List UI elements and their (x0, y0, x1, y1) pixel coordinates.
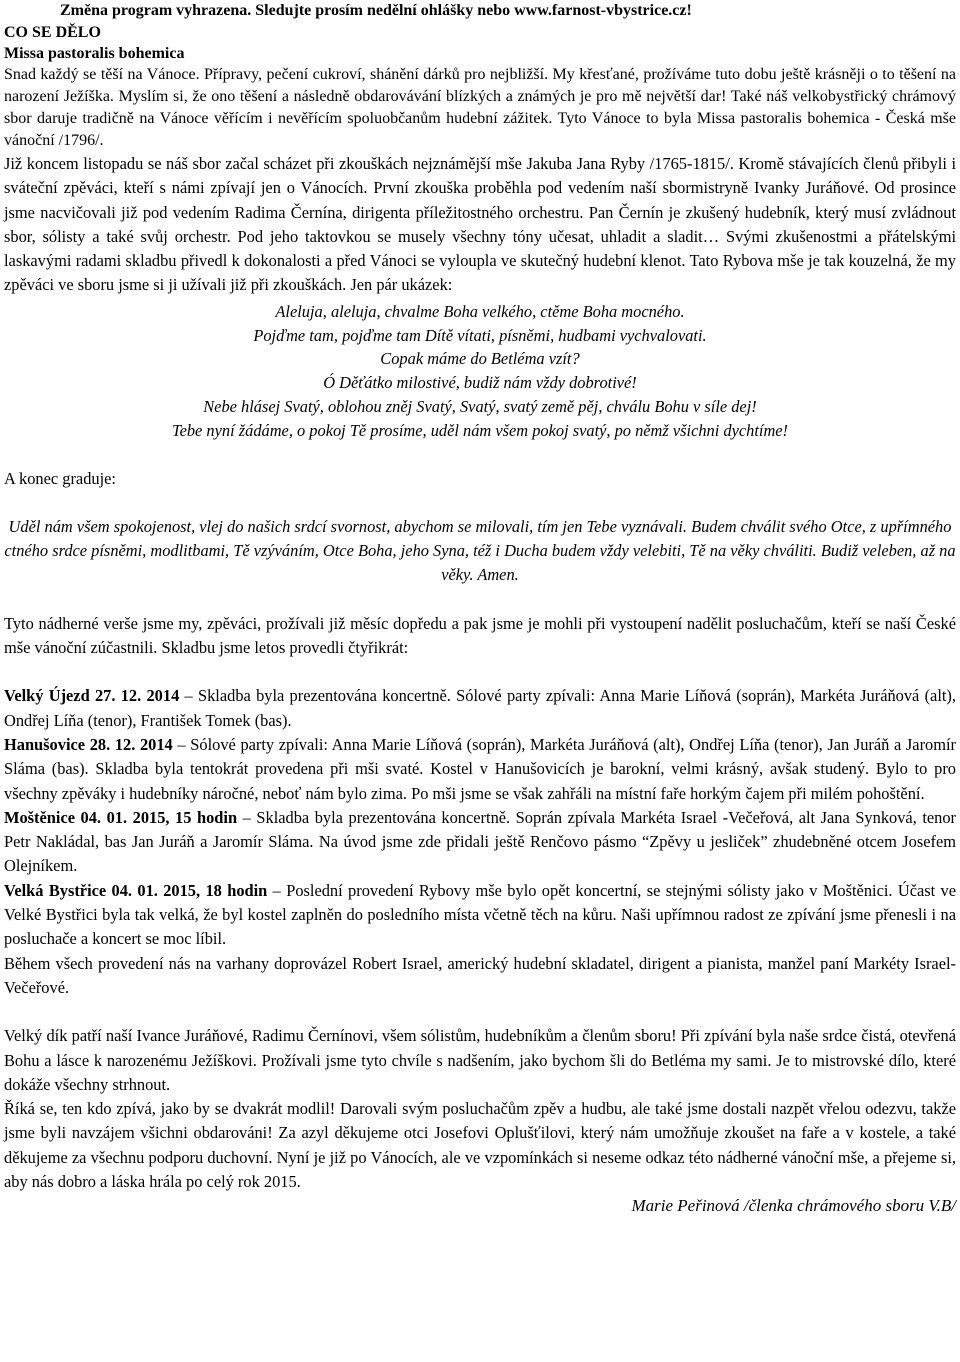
performance-heading: Moštěnice 04. 01. 2015, 15 hodin (4, 807, 238, 827)
verse-line: Pojďme tam, pojďme tam Dítě vítati, písněmi, hudbami vychvalovati. (253, 325, 707, 345)
verse-excerpts (4, 300, 956, 443)
performance-entry (4, 879, 956, 952)
rehearsal-paragraph: Již koncem listopadu se náš sbor začal scházet při zkouškách nejznámější mše Jakuba Jana Ryby /1765-1815/. Kromě stávajících členů přibyli i sváteční zpěváci, kteří s námi zpívají jen o Vánocích. První zkouška proběhla pod vedením naší sbormistryně Ivanky Juráňové. Od prosince jsme nacvičovali již pod vedením Radima Černína, dirigenta příležitostného orchestru. Pan Černín je zkušený hudebník, který musí zvládnout sbor, sólisty a také svůj orchestr. Pod jeho taktovkou se musely všechny tóny učesat, uhladit a sladit… Svými zkušenostmi a přátelskými laskavými radami skladbu přivedl k dokonalosti a před Vánoci se vyloupla ve skutečný hudební klenot. Tato Rybova mše je tak kouzelná, že my zpěváci ve sboru jsme si ji užívali již při zkouškách. Jen pár ukázek: (4, 154, 956, 295)
thanks-paragraph: Velký dík patří naší Ivance Juráňové, Radimu Černínovi, všem sólistům, hudebníkům a členům sboru! Při zpívání byla naše srdce čistá, otevřená Bohu a lásce k narozenému Ježíškovi. Prožívali jsme tyto chvíle s nadšením, jako bychom šli do Betléma my sami. Je to mistrovské dílo, které dokáže všechny strhnout. (4, 1026, 956, 1094)
performance-text: – Skladba byla prezentována koncertně. Soprán zpívala Markéta Israel -Večeřová, alt Jana Synková, tenor Petr Nakládal, bas Jan Juráň a Jaromír Sláma. Na úvod jsme zde přidali ještě Renčovo pásmo “Zpěvy u jesliček” zhudebněné otcem Josefem Olejníkem. (4, 807, 957, 876)
section-title: CO SE DĚLO (4, 24, 101, 41)
finale-label: A konec graduje: (4, 468, 116, 488)
author-signature: Marie Peřinová /členka chrámového sboru V.B/ (631, 1196, 956, 1216)
performance-text: – Skladba byla prezentována koncertně. Sólové party zpívali: Anna Marie Líňová (soprán), Markéta Juráňová (alt), Ondřej Líňa (tenor), František Tomek (bas). (4, 686, 956, 730)
verse-line: Tebe nyní žádáme, o pokoj Tě prosíme, uděl nám všem pokoj svatý, po němž všichni dychtíme! (171, 420, 789, 440)
performance-heading: Hanušovice 28. 12. 2014 (4, 734, 173, 754)
article-title: Missa pastoralis bohemica (4, 45, 185, 62)
performance-list (4, 684, 956, 1000)
closing-paragraph: Říká se, ten kdo zpívá, jako by se dvakrát modlil! Darovali svým posluchačům zpěv a hudbu, ale také jsme dostali nazpět vřelou odezvu, takže jsme byli navzájem všichni obdarováni! Za azyl děkujeme otci Josefovi Oplušťilovi, který nám umožňuje zkoušet na faře a v kostele, a také děkujeme za všechnu podporu duchovní. Nyní je již po Vánocích, ale ve vzpomínkách si neseme odkaz této nádherné vánoční mše, a přejeme si, aby nás dobro a láska hrála po celý rok 2015. (4, 1099, 956, 1191)
performance-heading: Velký Újezd 27. 12. 2014 (4, 686, 180, 706)
intro-paragraph: Snad každý se těší na Vánoce. Přípravy, pečení cukroví, shánění dárků pro nejbližší. My křesťané, prožíváme tuto dobu ještě krásněji o to těšení na narození Ježíška. Myslím si, že ono těšení a následně obdarovávání blízkých a známých je pro mě největší dar! Také náš velkobystřický chrámový sbor daruje tradičně na Vánoce věřícím i nevěřícím spoluobčanům hudební zážitek. Tyto Vánoce to byla Missa pastoralis bohemica - Česká mše vánoční /1796/. (4, 66, 956, 149)
performance-text: – Poslední provedení Rybovy mše bylo opět koncertní, se stejnými sólisty jako v Moštěnici. Účast ve Velké Bystřici byla tak velká, že byl kostel zaplněn do posledního místa včetně těch na kůru. Naši upřímnou radost ze zpívání jsme přenesli i na posluchače a koncert se moc líbil. (4, 880, 957, 949)
finale-verse: Uděl nám všem spokojenost, vlej do našich srdcí svornost, abychom se milovali, tím jen Tebe vyznávali. Budem chválit svého Otce, z upřímného ctného srdce písněmi, modlitbami, Tě vzýváním, Otce Boha, jeho Syna, též i Ducha budem vždy velebiti, Tě na věky chváliti. Budiž veleben, až na věky. Amen. (4, 516, 956, 585)
performance-entry (4, 684, 956, 733)
verse-line: Ó Děťátko milostivé, budiž nám vždy dobrotivé! (323, 373, 637, 393)
program-notice: Změna program vyhrazena. Sledujte prosím nedělní ohlášky nebo www.farnost-vbystrice.cz! (60, 2, 692, 19)
performance-heading: Velká Bystřice 04. 01. 2015, 18 hodin (4, 880, 268, 900)
performance-intro: Tyto nádherné verše jsme my, zpěváci, prožívali již měsíc dopředu a pak jsme je mohli při vystoupení nadělit posluchačům, kteří se naší České mše vánoční zúčastnili. Skladbu jsme letos provedli čtyřikrát: (4, 613, 956, 658)
organ-note: Během všech provedení nás na varhany doprovázel Robert Israel, americký hudební skladatel, dirigent a pianista, manžel paní Markéty Israel-Večeřové. (4, 953, 956, 997)
verse-line: Aleluja, aleluja, chvalme Boha velkého, ctěme Boha mocného. (275, 301, 685, 321)
performance-text: – Sólové party zpívali: Anna Marie Líňová (soprán), Markéta Juráňová (alt), Ondřej Líňa (tenor), Jan Juráň a Jaromír Sláma (bas). Skladba byla tentokrát provedena při mši svaté. Kostel v Hanušovicích je barokní, velmi krásný, avšak studený. Bylo to pro všechny zpěváky i hudebníky náročné, neboť nám bylo zima. Po mši jsme se však zahřáli na místní faře horkým čajem při milém pohoštění. (4, 734, 956, 803)
performance-entry (4, 733, 956, 806)
verse-line: Nebe hlásej Svatý, oblohou zněj Svatý, Svatý, svatý země pěj, chválu Bohu v síle dej! (203, 396, 757, 416)
verse-line: Copak máme do Betléma vzít? (380, 349, 580, 369)
performance-entry (4, 806, 956, 879)
